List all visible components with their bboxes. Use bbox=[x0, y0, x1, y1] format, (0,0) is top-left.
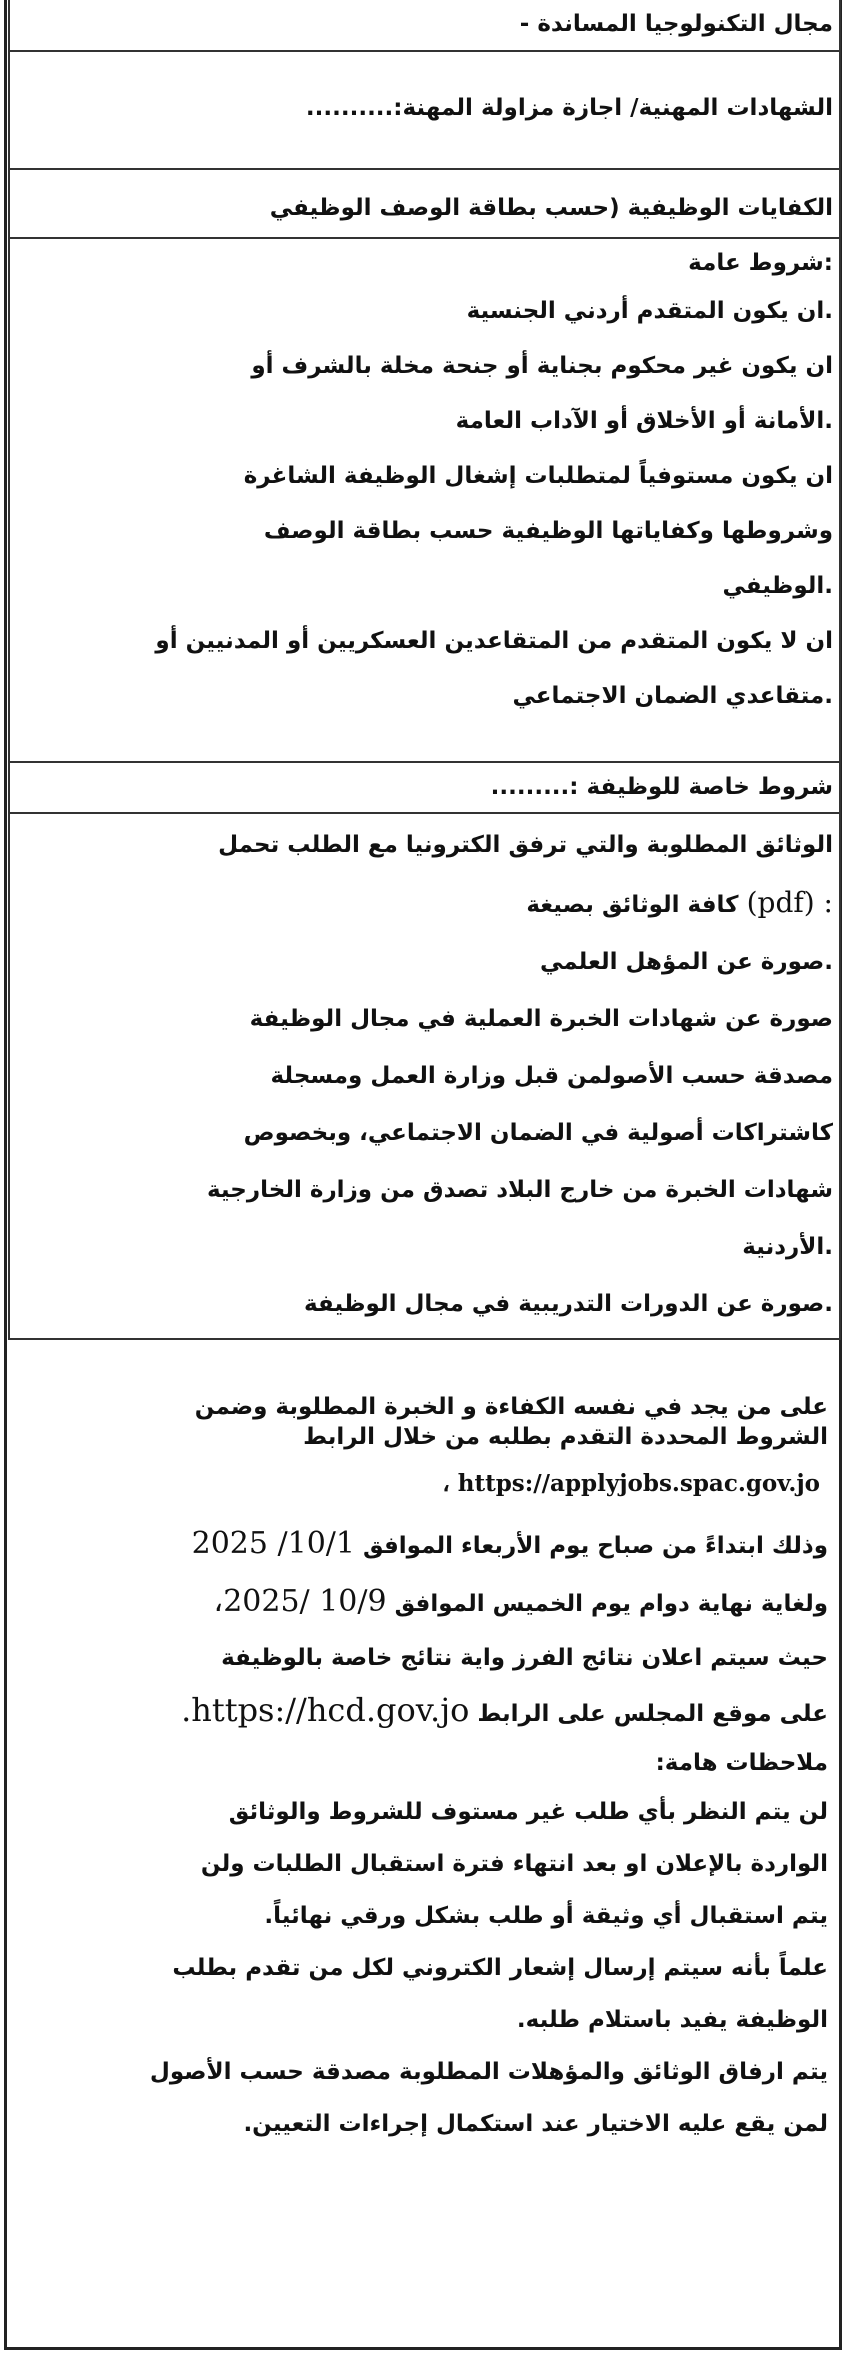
note-line: يتم ارفاق الوثائق والمؤهلات المطلوبة مصدقة حسب الأصول bbox=[149, 2059, 828, 2085]
note-line: الواردة بالإعلان او بعد انتهاء فترة استقبال الطلبات ولن bbox=[200, 1851, 828, 1877]
results-link-line bbox=[12, 1684, 828, 1740]
general-condition-line: .الوظيفي bbox=[722, 573, 833, 599]
special-conditions-text: شروط خاصة للوظيفة :......... bbox=[490, 774, 833, 800]
document-line: مصدقة حسب الأصولمن قبل وزارة العمل ومسجلة bbox=[270, 1063, 833, 1089]
document-line: صورة عن شهادات الخبرة العملية في مجال الوظيفة bbox=[249, 1006, 833, 1032]
tech-field-cell bbox=[10, 0, 839, 52]
general-condition-line: .ان يكون المتقدم أردني الجنسية bbox=[466, 298, 833, 324]
end-date-label: ولغاية نهاية دوام يوم الخميس الموافق bbox=[394, 1591, 828, 1617]
note-line: لن يتم النظر بأي طلب غير مستوف للشروط والوثائق bbox=[228, 1799, 828, 1825]
start-date-line bbox=[12, 1516, 828, 1574]
end-date-value: ،2025/ 10/9 bbox=[213, 1584, 387, 1619]
general-conditions-cell bbox=[10, 239, 839, 763]
announcement-section bbox=[8, 1384, 834, 2150]
tech-field-text: مجال التكنولوجيا المساندة - bbox=[519, 11, 833, 37]
documents-cell bbox=[10, 814, 839, 1340]
documents-intro: الوثائق المطلوبة والتي ترفق الكترونيا مع الطلب تحمل bbox=[218, 832, 833, 858]
general-condition-line: ان لا يكون المتقدم من المتقاعدين العسكريين أو المدنيين أو bbox=[155, 628, 833, 654]
note-line: علماً بأنه سيتم إرسال إشعار الكتروني لكل من تقدم بطلب bbox=[172, 1955, 828, 1981]
document-line: .الأردنية bbox=[742, 1234, 833, 1260]
general-condition-line: وشروطها وكفاياتها الوظيفية حسب بطاقة الوصف bbox=[263, 518, 833, 544]
document-line: .صورة عن المؤهل العلمي bbox=[539, 949, 833, 975]
document-line: .صورة عن الدورات التدريبية في مجال الوظيفة bbox=[303, 1291, 833, 1317]
start-date-value: 2025 /10/1 bbox=[191, 1526, 355, 1561]
documents-format-label: كافة الوثائق بصيغة bbox=[526, 892, 739, 918]
council-link[interactable]: .https://hcd.gov.jo bbox=[181, 1691, 470, 1729]
special-conditions-cell bbox=[10, 763, 839, 814]
job-requirements-table bbox=[8, 0, 841, 1340]
results-link-label: على موقع المجلس على الرابط bbox=[477, 1701, 828, 1727]
competencies-cell bbox=[10, 170, 839, 239]
announcement-intro-line: على من يجد في نفسه الكفاءة و الخبرة المطلوبة وضمن bbox=[194, 1394, 828, 1420]
competencies-text: الكفايات الوظيفية (حسب بطاقة الوصف الوظيفي bbox=[269, 195, 833, 221]
results-line: حيث سيتم اعلان نتائج الفرز واية نتائج خاصة بالوظيفة bbox=[221, 1645, 828, 1671]
document-line: شهادات الخبرة من خارج البلاد تصدق من وزارة الخارجية bbox=[206, 1177, 833, 1203]
notes-title: ملاحظات هامة: bbox=[655, 1750, 828, 1776]
start-date-label: وذلك ابتداءً من صباح يوم الأربعاء الموافق bbox=[362, 1533, 828, 1559]
general-conditions-title: :شروط عامة bbox=[688, 250, 833, 276]
note-line: لمن يقع عليه الاختيار عند استكمال إجراءات التعيين. bbox=[243, 2111, 828, 2137]
certificates-cell bbox=[10, 52, 839, 170]
general-condition-line: ان يكون مستوفياً لمتطلبات إشغال الوظيفة الشاغرة bbox=[243, 463, 833, 489]
documents-format-line bbox=[22, 871, 833, 931]
general-condition-line: ان يكون غير محكوم بجناية أو جنحة مخلة بالشرف أو bbox=[251, 353, 833, 379]
document-line: كاشتراكات أصولية في الضمان الاجتماعي، وبخصوص bbox=[243, 1120, 833, 1146]
certificates-text: الشهادات المهنية/ اجازة مزاولة المهنة:.......... bbox=[305, 95, 833, 121]
apply-link[interactable]: ، https://applyjobs.spac.gov.jo bbox=[442, 1470, 820, 1497]
general-condition-line: .متقاعدي الضمان الاجتماعي bbox=[512, 683, 833, 709]
note-line: يتم استقبال أي وثيقة أو طلب بشكل ورقي نهائياً. bbox=[264, 1903, 828, 1929]
note-line: الوظيفة يفيد باستلام طلبه. bbox=[516, 2007, 828, 2033]
pdf-format-text: : (pdf) bbox=[746, 886, 833, 919]
end-date-line bbox=[12, 1574, 828, 1632]
general-condition-line: .الأمانة أو الأخلاق أو الآداب العامة bbox=[455, 408, 833, 434]
announcement-intro-line: الشروط المحددة التقدم بطلبه من خلال الرابط bbox=[303, 1424, 828, 1450]
